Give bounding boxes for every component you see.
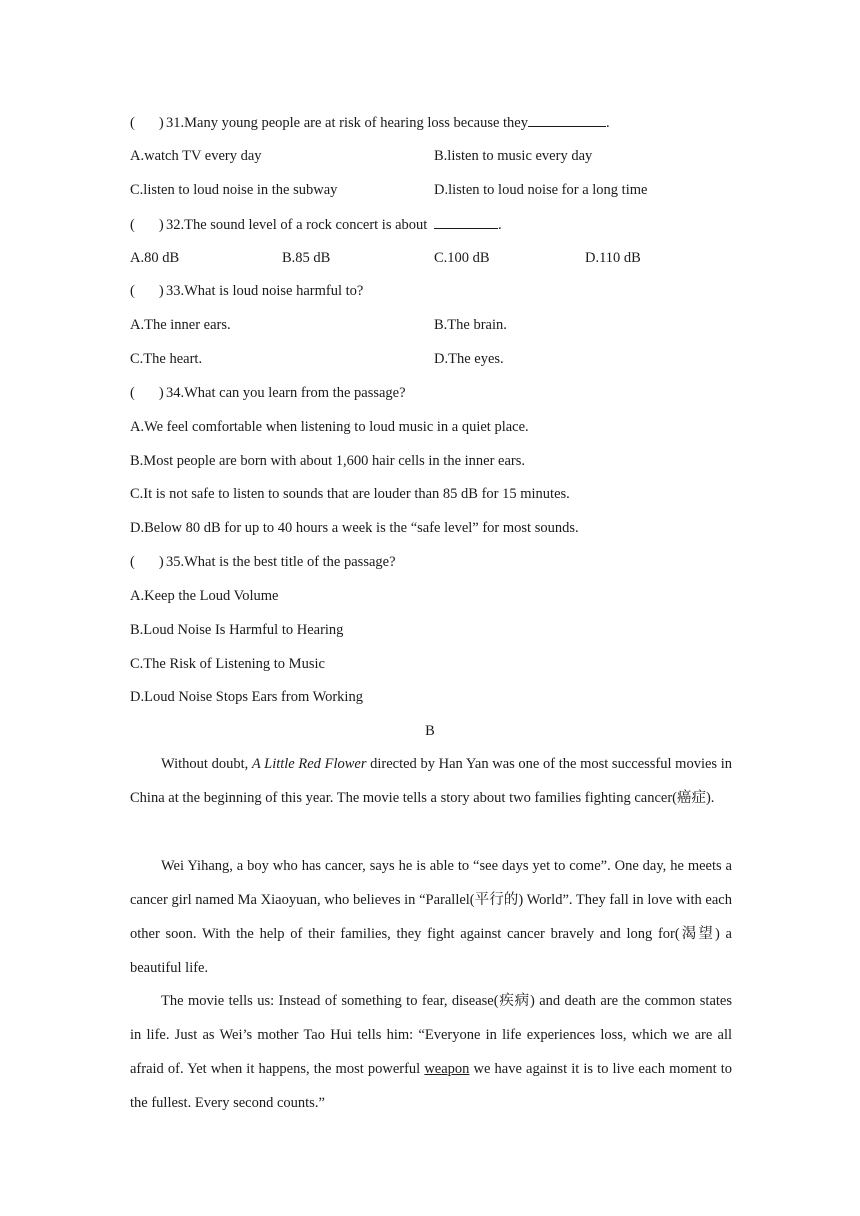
question-stem: 33.What is loud noise harmful to? (166, 283, 364, 299)
answer-paren: ( ) (130, 554, 164, 570)
option-34d: D.Below 80 dB for up to 40 hours a week is the “safe level” for most sounds. (130, 520, 579, 536)
question-31: ( ) 31.Many young people are at risk of hearing loss because they . (130, 115, 610, 131)
option-32a: A.80 dB (130, 250, 180, 266)
question-stem: 35.What is the best title of the passage? (166, 554, 396, 570)
answer-paren: ( ) (130, 385, 164, 401)
passage-paragraph-3: The movie tells us: Instead of something to fear, disease(疾病) and death are the common states in life. Just as Wei’s mother Tao Hui tells him: “Everyone in life experiences loss, which we are all afraid of. Yet when it happens, the most powerful weapon we have against it is to live each moment to the fullest. Every second counts.” (130, 993, 732, 1111)
passage-paragraph-2: Wei Yihang, a boy who has cancer, says he is able to “see days yet to come”. One day, he meets a cancer girl named Ma Xiaoyuan, who believes in “Parallel(平行的) World”. They fall in love with each other soon. With the help of their families, they fight against cancer bravely and long for(渴望) a beautiful life. (130, 858, 732, 976)
option-33d: D.The eyes. (434, 351, 504, 367)
question-stem: 34.What can you learn from the passage? (166, 385, 406, 401)
movie-title: A Little Red Flower (251, 756, 367, 772)
question-34 (130, 384, 406, 402)
question-stem: 31.Many young people are at risk of hearing loss because they (166, 115, 528, 131)
option-31d: D.listen to loud noise for a long time (434, 182, 648, 198)
option-35d: D.Loud Noise Stops Ears from Working (130, 689, 363, 705)
underlined-word: weapon (424, 1061, 470, 1077)
option-31a: A.watch TV every day (130, 148, 262, 164)
section-heading: B (425, 723, 435, 739)
option-35a: A.Keep the Loud Volume (130, 588, 279, 604)
option-33a: A.The inner ears. (130, 317, 231, 333)
option-32c: C.100 dB (434, 250, 490, 266)
option-32b: B.85 dB (282, 250, 331, 266)
question-stem: 32.The sound level of a rock concert is about (166, 217, 428, 233)
option-31c: C.listen to loud noise in the subway (130, 182, 338, 198)
passage-paragraph-1: Without doubt, A Little Red Flower directed by Han Yan was one of the most successful movies in China at the beginning of this year. The movie tells a story about two families fighting cancer(癌症). (130, 756, 732, 806)
answer-blank (528, 113, 606, 127)
option-33b: B.The brain. (434, 317, 507, 333)
question-35 (130, 553, 396, 571)
option-31b: B.listen to music every day (434, 148, 593, 164)
question-32: ( ) 32.The sound level of a rock concert is about . (130, 217, 502, 233)
option-33c: C.The heart. (130, 351, 203, 367)
option-35c: C.The Risk of Listening to Music (130, 656, 325, 672)
question-33 (130, 282, 363, 300)
option-35b: B.Loud Noise Is Harmful to Hearing (130, 622, 344, 638)
answer-paren: ( ) (130, 217, 164, 233)
answer-paren: ( ) (130, 115, 164, 131)
option-34c: C.It is not safe to listen to sounds that are louder than 85 dB for 15 minutes. (130, 486, 570, 502)
answer-blank (434, 215, 498, 229)
answer-paren: ( ) (130, 283, 164, 299)
option-34b: B.Most people are born with about 1,600 hair cells in the inner ears. (130, 453, 526, 469)
option-34a: A.We feel comfortable when listening to loud music in a quiet place. (130, 419, 529, 435)
option-32d: D.110 dB (585, 250, 641, 266)
